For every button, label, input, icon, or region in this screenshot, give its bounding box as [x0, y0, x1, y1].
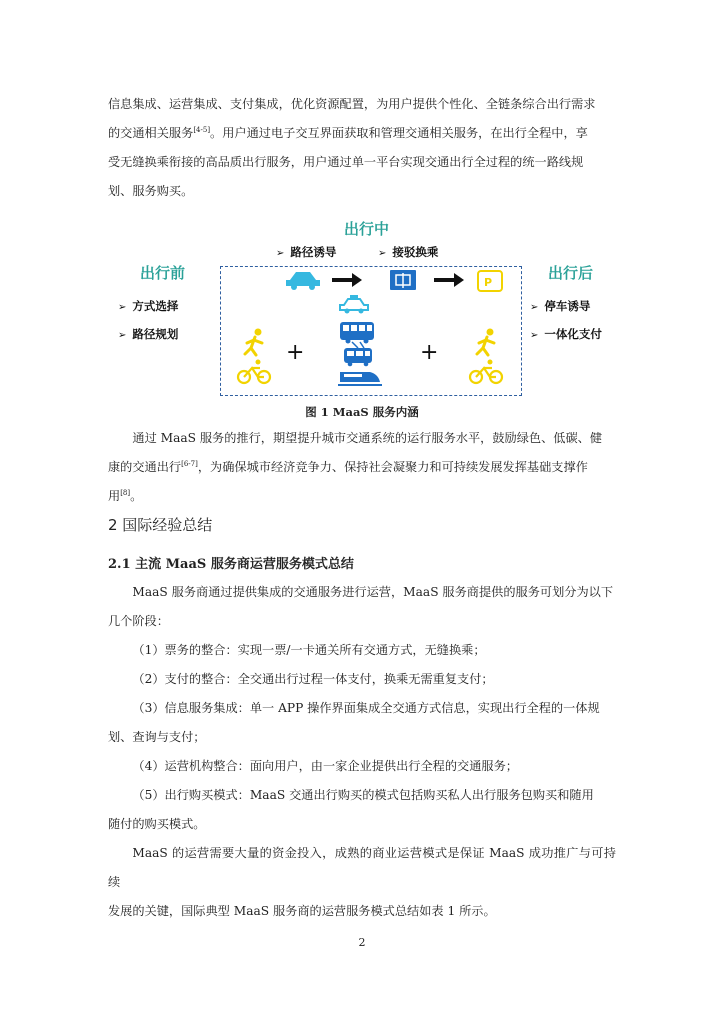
section-heading: 2 国际经验总结 [108, 516, 213, 534]
list-item [108, 752, 616, 781]
bicycle-icon [470, 360, 502, 384]
text-line: 。用户通过电子交互界面获取和管理交通相关服务，在出行全程中，享 [210, 126, 588, 140]
text-line: 用 [108, 489, 121, 503]
arrow-bullet-icon: ➢ [530, 302, 539, 313]
bullet-label: 一体化支付 [544, 327, 602, 341]
bullet-label: 路径诱导 [290, 245, 337, 259]
list-item [108, 636, 616, 665]
text-line: 划、查询与支付； [108, 730, 206, 744]
plus-sign-right: + [420, 340, 439, 365]
text-line: 康的交通出行 [108, 460, 182, 474]
text-line: （1）票务的整合：实现一票/一卡通关所有交通方式，无缝换乘； [132, 643, 486, 657]
taxi-icon [340, 295, 368, 314]
arrow-bullet-icon: ➢ [276, 248, 285, 259]
arrow-bullet-icon: ➢ [378, 248, 387, 259]
text-line: 受无缝换乘衔接的高品质出行服务，用户通过单一平台实现交通出行全过程的统一路线规 [108, 155, 584, 169]
text-line: 几个阶段： [108, 614, 169, 628]
arrow-bullet-icon: ➢ [118, 302, 127, 313]
right-arrow-icon [332, 273, 362, 287]
text-line: 。 [130, 489, 143, 503]
maas-figure [108, 214, 616, 404]
arrow-bullet-icon: ➢ [118, 330, 127, 341]
subsection-heading: 2.1 主流 MaaS 服务商运营服务模式总结 [108, 557, 354, 572]
text-line: 信息集成、运营集成、支付集成，优化资源配置，为用户提供个性化、全链条综合出行需求 [108, 97, 596, 111]
arrow-bullet-icon: ➢ [530, 330, 539, 341]
benefit-paragraph [108, 424, 616, 511]
trolleybus-icon [344, 342, 372, 366]
bullet-label: 方式选择 [132, 299, 179, 313]
figure-caption: 图 1 MaaS 服务内涵 [305, 405, 419, 419]
transport-icons [108, 214, 616, 404]
business-model-paragraph [108, 839, 616, 926]
list-item [108, 781, 616, 839]
bus-stop-icon [390, 270, 416, 290]
citation: [6-7] [181, 459, 198, 468]
list-item [108, 665, 616, 694]
bullet-label: 路径规划 [132, 327, 179, 341]
list-item [108, 694, 616, 752]
stages-intro-paragraph [108, 578, 616, 636]
plus-sign-left: + [286, 340, 305, 365]
pedestrian-icon [245, 329, 262, 356]
text-line: ，为确保城市经济竞争力、保持社会凝聚力和可持续发展发挥基础支撑作 [197, 460, 588, 474]
before-trip-title: 出行前 [140, 264, 186, 282]
car-icon [286, 272, 320, 290]
train-icon [338, 372, 382, 385]
text-line: MaaS 服务商通过提供集成的交通服务进行运营，MaaS 服务商提供的服务可划分为以下 [132, 585, 614, 599]
text-line: 划、服务购买。 [108, 184, 194, 198]
bullet-label: 停车诱导 [544, 299, 591, 313]
during-trip-title: 出行中 [344, 220, 390, 238]
right-arrow-icon [434, 273, 464, 287]
bicycle-icon [238, 360, 270, 384]
citation: [4-5] [193, 125, 211, 134]
intro-paragraph [108, 90, 616, 206]
svg-text:P: P [484, 276, 493, 289]
bullet-label: 接驳换乘 [392, 245, 439, 259]
parking-icon [478, 271, 502, 291]
text-line: （2）支付的整合：全交通出行过程一体支付，换乘无需重复支付； [132, 672, 494, 686]
text-line: （3）信息服务集成：单一 APP 操作界面集成全交通方式信息，实现出行全程的一体规 [132, 701, 600, 715]
text-line: 的交通相关服务 [108, 126, 194, 140]
bus-icon [340, 322, 374, 344]
pedestrian-icon [477, 329, 494, 356]
text-line: 发展的关键，国际典型 MaaS 服务商的运营服务模式总结如表 1 所示。 [108, 904, 496, 918]
text-line: 通过 MaaS 服务的推行，期望提升城市交通系统的运行服务水平，鼓励绿色、低碳、健 [132, 431, 603, 445]
text-line: （4）运营机构整合：面向用户，由一家企业提供出行全程的交通服务； [132, 759, 518, 773]
citation: [8] [120, 488, 131, 497]
after-trip-title: 出行后 [548, 264, 594, 282]
text-line: （5）出行购买模式：MaaS 交通出行购买的模式包括购买私人出行服务包购买和随用 [132, 788, 594, 802]
text-line: MaaS 的运营需要大量的资金投入，成熟的商业运营模式是保证 MaaS 成功推广与可持续 [108, 846, 616, 889]
text-line: 随付的购买模式。 [108, 817, 206, 831]
page-number: 2 [358, 936, 366, 949]
